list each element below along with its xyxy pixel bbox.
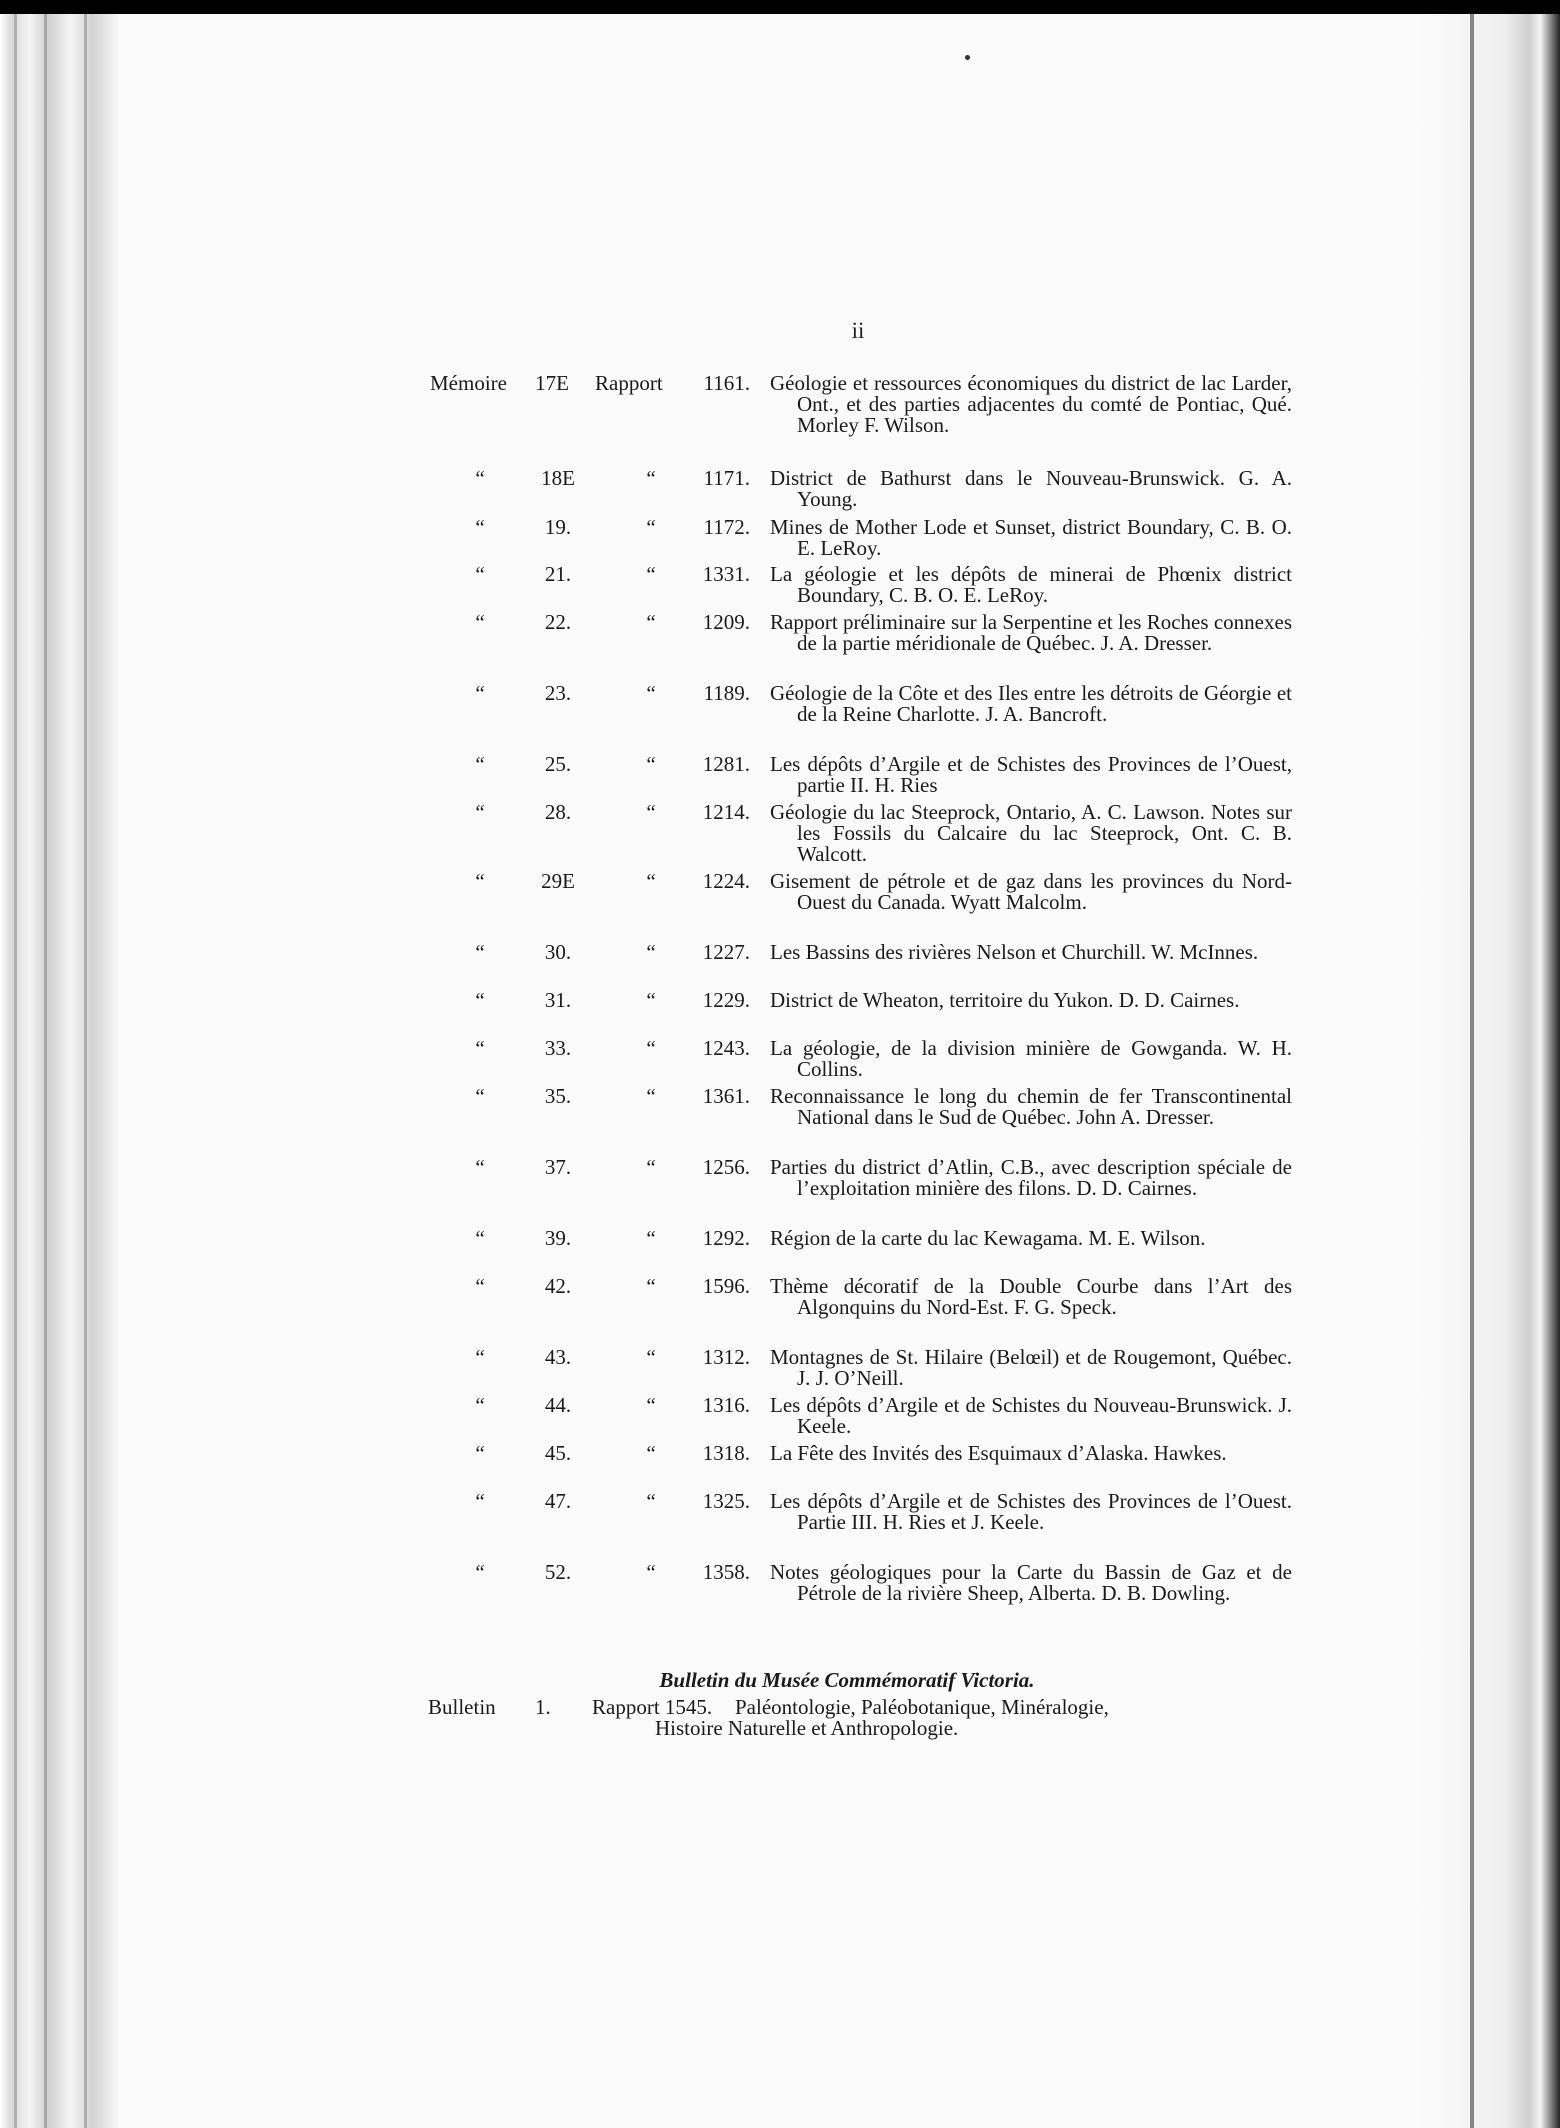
memoire-number: 42. bbox=[544, 1274, 572, 1298]
entry-description: Les dépôts d’Argile et de Schistes des Provinces de l’Ouest. Partie III. H. Ries et J. Keele. bbox=[770, 1489, 1292, 1534]
ditto-mark: “ bbox=[475, 1560, 485, 1584]
memoire-number: 29E bbox=[541, 869, 575, 893]
scan-speck bbox=[965, 55, 970, 60]
entry-description: Notes géologiques pour la Carte du Bassin de Gaz et de Pétrole de la rivière Sheep, Alberta. D. B. Dowling. bbox=[770, 1560, 1292, 1605]
rapport-number: 1331. bbox=[702, 562, 750, 586]
rapport-number: 1227. bbox=[702, 940, 750, 964]
ditto-mark: “ bbox=[475, 466, 485, 490]
ditto-mark: “ bbox=[475, 1084, 485, 1108]
bulletin-number: 1. bbox=[535, 1695, 551, 1719]
rapport-number: 1256. bbox=[702, 1155, 750, 1179]
ditto-mark: “ bbox=[646, 752, 656, 776]
entry-description: Mines de Mother Lode et Sunset, district Boundary, C. B. O. E. LeRoy. bbox=[770, 515, 1292, 560]
ditto-mark: “ bbox=[646, 1226, 656, 1250]
ditto-mark: “ bbox=[475, 940, 485, 964]
entry-description: La Fête des Invités des Esquimaux d’Alaska. Hawkes. bbox=[770, 1441, 1227, 1465]
ditto-mark: “ bbox=[475, 752, 485, 776]
memoire-number: 37. bbox=[544, 1155, 572, 1179]
ditto-mark: “ bbox=[475, 1274, 485, 1298]
rapport-number: 1361. bbox=[702, 1084, 750, 1108]
rapport-number: 1596. bbox=[702, 1274, 750, 1298]
rapport-number: 1281. bbox=[702, 752, 750, 776]
ditto-mark: “ bbox=[646, 1274, 656, 1298]
rapport-number: 1171. bbox=[703, 466, 750, 490]
entry-description: Les dépôts d’Argile et de Schistes des Provinces de l’Ouest, partie II. H. Ries bbox=[770, 752, 1292, 797]
ditto-mark: “ bbox=[646, 988, 656, 1012]
ditto-mark: “ bbox=[646, 1155, 656, 1179]
rapport-number: 1161. bbox=[703, 371, 750, 395]
ditto-mark: “ bbox=[475, 610, 485, 634]
rapport-number: 1312. bbox=[702, 1345, 750, 1369]
rapport-number: 1172. bbox=[703, 515, 750, 539]
memoire-number: 21. bbox=[544, 562, 572, 586]
rapport-number: 1358. bbox=[702, 1560, 750, 1584]
bulletin-rapport: Rapport 1545. bbox=[592, 1695, 713, 1719]
memoire-number: 23. bbox=[544, 681, 572, 705]
series-heading: Bulletin du Musée Commémoratif Victoria. bbox=[659, 1668, 1035, 1692]
ditto-mark: “ bbox=[475, 562, 485, 586]
ditto-mark: “ bbox=[646, 562, 656, 586]
entry-description: Gisement de pétrole et de gaz dans les provinces du Nord-Ouest du Canada. Wyatt Malcolm. bbox=[770, 869, 1292, 914]
bulletin-label: Bulletin bbox=[428, 1695, 496, 1719]
entry-description: Région de la carte du lac Kewagama. M. E. Wilson. bbox=[770, 1226, 1206, 1250]
memoire-number: 18E bbox=[541, 466, 575, 490]
ditto-mark: “ bbox=[646, 1345, 656, 1369]
ditto-mark: “ bbox=[475, 869, 485, 893]
rapport-number: 1316. bbox=[702, 1393, 750, 1417]
rapport-number: 1229. bbox=[702, 988, 750, 1012]
rapport-number: 1325. bbox=[702, 1489, 750, 1513]
memoire-number: 45. bbox=[544, 1441, 572, 1465]
ditto-mark: “ bbox=[646, 1393, 656, 1417]
ditto-mark: “ bbox=[646, 515, 656, 539]
entry-description: Géologie et ressources économiques du district de lac Larder, Ont., et des parties adjacentes du comté de Pontiac, Qué. Morley F. Wilson. bbox=[770, 371, 1292, 437]
ditto-mark: “ bbox=[646, 940, 656, 964]
memoire-label: Mémoire bbox=[430, 371, 507, 395]
ditto-mark: “ bbox=[475, 1441, 485, 1465]
memoire-number: 47. bbox=[544, 1489, 572, 1513]
ditto-mark: “ bbox=[475, 1393, 485, 1417]
entry-description: La géologie et les dépôts de minerai de Phœnix district Boundary, C. B. O. E. LeRoy. bbox=[770, 562, 1292, 607]
memoire-number: 33. bbox=[544, 1036, 572, 1060]
entry-description: Montagnes de St. Hilaire (Belœil) et de Rougemont, Québec. J. J. O’Neill. bbox=[770, 1345, 1292, 1390]
memoire-number: 28. bbox=[544, 800, 572, 824]
bulletin-description-cont: Histoire Naturelle et Anthropologie. bbox=[655, 1716, 959, 1740]
rapport-number: 1292. bbox=[702, 1226, 750, 1250]
ditto-mark: “ bbox=[646, 800, 656, 824]
memoire-number: 35. bbox=[544, 1084, 572, 1108]
entry-description: District de Bathurst dans le Nouveau-Brunswick. G. A. Young. bbox=[770, 466, 1292, 511]
ditto-mark: “ bbox=[646, 869, 656, 893]
rapport-number: 1243. bbox=[702, 1036, 750, 1060]
rapport-number: 1189. bbox=[703, 681, 750, 705]
memoire-number: 52. bbox=[544, 1560, 572, 1584]
memoire-number: 22. bbox=[544, 610, 572, 634]
entry-description: Géologie de la Côte et des Iles entre les détroits de Géorgie et de la Reine Charlotte. J. A. Bancroft. bbox=[770, 681, 1292, 726]
entry-description: Les dépôts d’Argile et de Schistes du Nouveau-Brunswick. J. Keele. bbox=[770, 1393, 1292, 1438]
ditto-mark: “ bbox=[475, 681, 485, 705]
ditto-mark: “ bbox=[646, 1560, 656, 1584]
memoire-number: 25. bbox=[544, 752, 572, 776]
ditto-mark: “ bbox=[475, 1155, 485, 1179]
entry-description: Rapport préliminaire sur la Serpentine et les Roches connexes de la partie méridionale de Québec. J. A. Dresser. bbox=[770, 610, 1292, 655]
rapport-number: 1318. bbox=[702, 1441, 750, 1465]
ditto-mark: “ bbox=[646, 1084, 656, 1108]
ditto-mark: “ bbox=[646, 1036, 656, 1060]
entry-description: Les Bassins des rivières Nelson et Churchill. W. McInnes. bbox=[770, 940, 1259, 964]
entry-description: Thème décoratif de la Double Courbe dans l’Art des Algonquins du Nord-Est. F. G. Speck. bbox=[770, 1274, 1292, 1319]
memoire-number: 19. bbox=[544, 515, 572, 539]
rapport-number: 1209. bbox=[702, 610, 750, 634]
page-number: ii bbox=[851, 318, 865, 343]
memoire-number: 30. bbox=[544, 940, 572, 964]
ditto-mark: “ bbox=[646, 610, 656, 634]
ditto-mark: “ bbox=[475, 1345, 485, 1369]
memoire-number: 39. bbox=[544, 1226, 572, 1250]
entry-description: Parties du district d’Atlin, C.B., avec description spéciale de l’exploitation minière des filons. D. D. Cairnes. bbox=[770, 1155, 1292, 1200]
ditto-mark: “ bbox=[646, 1489, 656, 1513]
ditto-mark: “ bbox=[475, 800, 485, 824]
ditto-mark: “ bbox=[475, 1489, 485, 1513]
memoire-number: 17E bbox=[535, 371, 569, 395]
ditto-mark: “ bbox=[646, 466, 656, 490]
entry-description: District de Wheaton, territoire du Yukon. D. D. Cairnes. bbox=[770, 988, 1240, 1012]
rapport-label: Rapport bbox=[595, 371, 663, 395]
memoire-number: 44. bbox=[544, 1393, 572, 1417]
rapport-number: 1214. bbox=[702, 800, 750, 824]
bulletin-description: Paléontologie, Paléobotanique, Minéralogie, bbox=[735, 1695, 1109, 1719]
ditto-mark: “ bbox=[475, 988, 485, 1012]
entry-description: Géologie du lac Steeprock, Ontario, A. C. Lawson. Notes sur les Fossils du Calcaire du lac Steeprock, Ont. C. B. Walcott. bbox=[770, 800, 1292, 866]
memoire-number: 31. bbox=[544, 988, 572, 1012]
entry-description: La géologie, de la division minière de Gowganda. W. H. Collins. bbox=[770, 1036, 1292, 1081]
rapport-number: 1224. bbox=[702, 869, 750, 893]
ditto-mark: “ bbox=[475, 1226, 485, 1250]
ditto-mark: “ bbox=[646, 681, 656, 705]
ditto-mark: “ bbox=[646, 1441, 656, 1465]
memoire-number: 43. bbox=[544, 1345, 572, 1369]
ditto-mark: “ bbox=[475, 1036, 485, 1060]
entry-description: Reconnaissance le long du chemin de fer Transcontinental National dans le Sud de Québec. John A. Dresser. bbox=[770, 1084, 1292, 1129]
ditto-mark: “ bbox=[475, 515, 485, 539]
